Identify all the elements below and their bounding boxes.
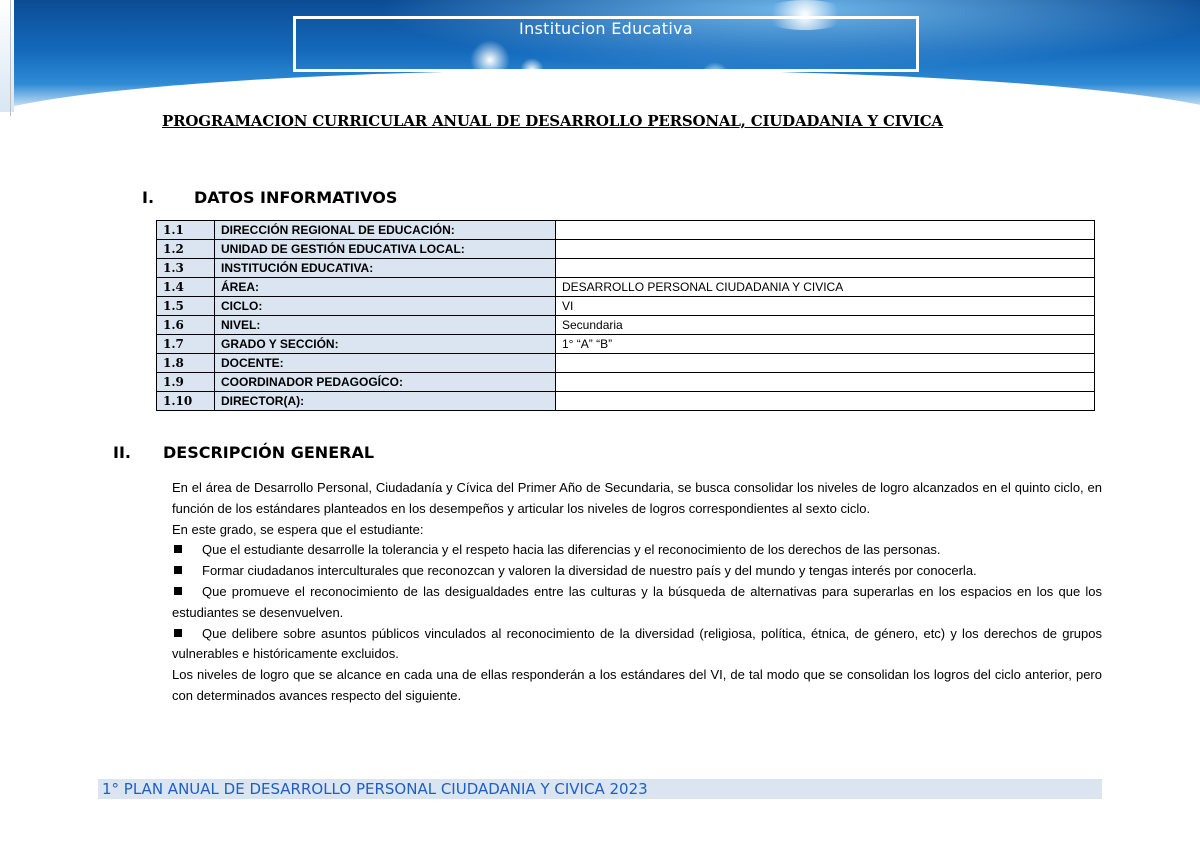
header-banner [0, 0, 1200, 112]
bullet-icon [174, 629, 182, 637]
table-row [157, 297, 1095, 316]
table-row [157, 373, 1095, 392]
institution-label: Institucion Educativa [519, 19, 693, 38]
row-number: 1.1 [157, 221, 215, 240]
row-value[interactable]: DESARROLLO PERSONAL CIUDADANIA Y CIVICA [556, 278, 1095, 297]
table-row [157, 259, 1095, 278]
section-number: II. [113, 443, 131, 462]
table-row [157, 221, 1095, 240]
row-value[interactable] [556, 373, 1095, 392]
row-label: DOCENTE: [215, 354, 556, 373]
row-value[interactable] [556, 354, 1095, 373]
row-number: 1.7 [157, 335, 215, 354]
section-title: DESCRIPCIÓN GENERAL [163, 443, 375, 462]
row-label: NIVEL: [215, 316, 556, 335]
row-number: 1.9 [157, 373, 215, 392]
closing-paragraph: Los niveles de logro que se alcance en cada una de ellas responderán a los estándares del VI, de tal modo que se consolidan los logros del ciclo anterior, pero con determinados avances respecto del siguiente. [172, 667, 1102, 703]
row-number: 1.10 [157, 392, 215, 411]
row-value[interactable]: 1° “A” “B” [556, 335, 1095, 354]
bullet-icon [174, 545, 182, 553]
row-number: 1.5 [157, 297, 215, 316]
row-number: 1.2 [157, 240, 215, 259]
list-item [172, 582, 1102, 624]
row-label: COORDINADOR PEDAGOGÍCO: [215, 373, 556, 392]
banner-curve [0, 70, 1200, 112]
institution-box [293, 16, 919, 72]
document-title: PROGRAMACION CURRICULAR ANUAL DE DESARROLLO PERSONAL, CIUDADANIA Y CIVICA [162, 112, 943, 130]
row-number: 1.6 [157, 316, 215, 335]
list-item [172, 624, 1102, 666]
banner-left-strip [0, 0, 14, 112]
row-label: INSTITUCIÓN EDUCATIVA: [215, 259, 556, 278]
row-value[interactable]: VI [556, 297, 1095, 316]
list-item [172, 540, 1102, 561]
row-label: DIRECTOR(A): [215, 392, 556, 411]
table-row [157, 335, 1095, 354]
description-body [172, 478, 1102, 707]
row-value[interactable] [556, 221, 1095, 240]
row-value[interactable]: Secundaria [556, 316, 1095, 335]
row-label: CICLO: [215, 297, 556, 316]
footer-text: 1° PLAN ANUAL DE DESARROLLO PERSONAL CIUDADANIA Y CIVICA 2023 [102, 780, 648, 798]
row-value[interactable] [556, 259, 1095, 278]
footer-bar [98, 779, 1102, 799]
list-item-text: Formar ciudadanos interculturales que reconozcan y valoren la diversidad de nuestro país y del mundo y tengas interés por conocerla. [202, 563, 977, 579]
list-item-text: Que promueve el reconocimiento de las desigualdades entre las culturas y la búsqueda de alternativas para superarlas en los espacios en los que los estudiantes se desenvuelven. [172, 583, 1102, 620]
row-label: GRADO Y SECCIÓN: [215, 335, 556, 354]
row-label: UNIDAD DE GESTIÓN EDUCATIVA LOCAL: [215, 240, 556, 259]
lead-paragraph: En este grado, se espera que el estudiante: [172, 521, 424, 537]
row-number: 1.3 [157, 259, 215, 278]
bullet-icon [174, 587, 182, 595]
intro-paragraph: En el área de Desarrollo Personal, Ciudadanía y Cívica del Primer Año de Secundaria, se busca consolidar los niveles de logro alcanzados en el quinto ciclo, en función de los estándares planteados en los desempeños y articular los niveles de logros correspondientes al sexto ciclo. [172, 480, 1102, 516]
table-row [157, 316, 1095, 335]
table-row [157, 392, 1095, 411]
info-table [156, 220, 1095, 411]
list-item [172, 561, 1102, 582]
row-value[interactable] [556, 240, 1095, 259]
section-title: DATOS INFORMATIVOS [194, 188, 398, 207]
row-number: 1.4 [157, 278, 215, 297]
list-item-text: Que delibere sobre asuntos públicos vinculados al reconocimiento de la diversidad (religiosa, política, étnica, de género, etc) y los derechos de grupos vulnerables e históricamente excluidos. [172, 625, 1102, 662]
list-item-text: Que el estudiante desarrolle la tolerancia y el respeto hacia las diferencias y el reconocimiento de los derechos de las personas. [202, 542, 941, 558]
section-number: I. [142, 188, 155, 207]
table-row [157, 240, 1095, 259]
bullet-icon [174, 566, 182, 574]
table-row [157, 278, 1095, 297]
row-label: DIRECCIÓN REGIONAL DE EDUCACIÓN: [215, 221, 556, 240]
row-number: 1.8 [157, 354, 215, 373]
table-row [157, 354, 1095, 373]
row-value[interactable] [556, 392, 1095, 411]
left-rule [10, 0, 11, 116]
row-label: ÁREA: [215, 278, 556, 297]
